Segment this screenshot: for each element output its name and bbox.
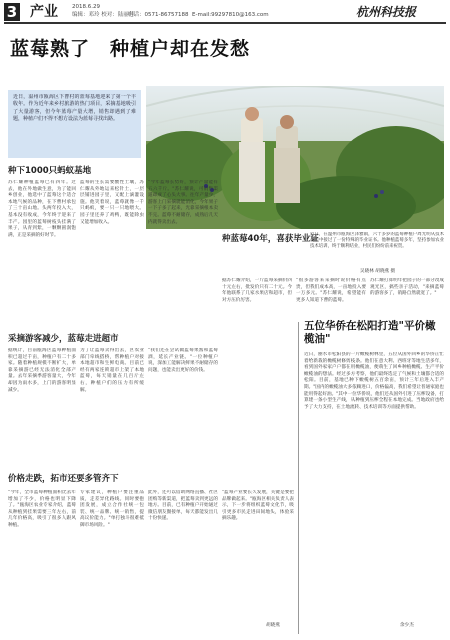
lede-box xyxy=(8,90,141,158)
s3-col3: 此外，还可以借助网络直播、社区团购等新渠道，把蓝莓卖到更远的地方。目前，已有种植户开始通过微信朋友圈接单，每天都能发出几十份快递。 xyxy=(148,490,218,522)
s1-col4: 据苏仁耀介绍，一斤蓝莓采摘价四十元左右，批发价只有二十元。今年他联系了几家水果店和超市，但对方压价厉害。 xyxy=(222,278,292,303)
headline: 蓝莓熟了 种植户却在发愁 xyxy=(10,38,251,60)
s3-credit: 胡晓燕 xyxy=(266,623,280,628)
s1-col6: 苏仁耀打算明年把园子的一部分改成观光区，搞些亲子活动，"来摘蓝莓的游客多了，销路自然就宽了。" xyxy=(370,278,444,297)
section-title-4: 五位华侨在松阳打造"平价橄榄油" xyxy=(304,320,436,345)
s3-col4: "蓝莓产业要长久发展，关键是要把品牌做起来。"瓯海区相关负责人表示，下一步将组织蓝莓文化节，吸引更多市民走进田间地头，体验采摘乐趣。 xyxy=(222,490,294,522)
s2-col2: 为了让蓝莓卖得出去，区农业部门牵线搭桥，帮种植户对接本地超市和生鲜电商。目前已经有两家连锁超市上架了本地蓝莓，每天销量在几百斤左右，种植户们的压力有所缓解。 xyxy=(80,348,144,393)
s1-col2: 蓝莓的生长需要酸性土壤，苏仁耀从外地运来松针土，一层层铺进园子里，又配上滴灌设施。他笑着说，蓝莓就像一千只蚂蚁，要一只一只地喂大。园子里还养了鸡鸭，既能除虫又能增加收入。 xyxy=(80,180,144,225)
s2-col1: 据统计，目前瓯海区蓝莓种植面积已超过千亩，种植户有二十多家。随着种植规模不断扩大，单靠采摘游已经无法消化全部产量。去年采摘季游客量大，今年却因为雨水多，上门的游客明显减少。 xyxy=(8,348,76,393)
section-title-1: 种下1000只蚂蚁基地 xyxy=(8,166,92,176)
s4-body: 近日，丽水市松阳县的一片橄榄树林里，五位从国外回乡的华侨正忙着给新栽的橄榄树修剪枝条。他们在意大利、西班牙等地生活多年，看到国外家家户户都在用橄榄油，便萌生了回乡种植橄榄、生产平价橄榄油的想法。经过多方考察，他们最终选定了气候和土壤都合适的松阳。目前，基地已种下橄榄树五百余亩，预计三年后进入丰产期。"国内的橄榄油大多依赖进口，价格偏高，我们希望让普通家庭也能用得起好油。"其中一位华侨说，他们还从国外引进了压榨设备，打算建一条小型生产线，从种植到压榨全程在本地完成。当地政府也给予了大力支持，在土地流转、技术培训等方面提供帮助。 xyxy=(304,352,444,410)
caption-text: 近日，在温州市瓯海区泽雅镇，六十多岁的蓝莓种植户周光明从技术员手中接过了一份特殊的毕业证书。他种植蓝莓多年，坚持参加农业技术培训，终于顺利结业，村民们纷纷前来祝贺。 xyxy=(310,232,444,250)
s1-col5: "很多游客来采摘时说价格有点贵，但我们成本高，一亩地投入要一万多元。"苏仁耀说，希望能有更多人知道下曹的蓝莓。 xyxy=(296,278,366,303)
page-number: 3 xyxy=(4,3,20,21)
date: 2018.6.29 xyxy=(72,4,100,10)
s3-col1: "今年，全市蓝莓种植面积比去年增加了不少，价格也明显下降了。"瓯海区农业专家介绍，蓝莓从种植到挂果需要三年左右，前几年价格高，吸引了很多人跟风种植。 xyxy=(8,490,76,528)
phone: 电话：0571-86757188 xyxy=(128,12,189,18)
s2-col3: "我们还在尝试做蓝莓果酱和蓝莓酒，延长产业链。"一位种植户说，深加工能解决鲜果不耐储存的问题，也能卖出更好的价钱。 xyxy=(148,348,218,373)
s3-col2: 专家建议，种植户要注重品质，走差异化路线。同时要抱团发展，成立合作社统一包装、统一品牌、统一销售，提高议价能力。"单打独斗很难抵御市场风险。" xyxy=(80,490,144,528)
lede-text: 近日，温州市瓯海区下曹村的蓝莓基地迎来了第一个丰收年。作为近年来乡村旅游的热门项目，采摘基地吸引了大量游客，但今年蓝莓产量大增，销售却遇到了难题，种植户们不得不想方设法为蓝莓寻找出路。 xyxy=(13,94,136,122)
caption-title: 种蓝莓40年，喜获毕业证 xyxy=(222,234,319,244)
section-name: 产业 xyxy=(30,4,58,20)
s4-credit: 余少杰 xyxy=(400,623,414,628)
brand-logo: 杭州科技报 xyxy=(356,5,417,19)
masthead-rule xyxy=(4,22,446,24)
email: E-mail:99297810@163.com xyxy=(192,12,269,18)
s1-col3: "今年蓝莓长势好，预计产量能有五六千斤。"苏仁耀说，可销售渠道却成了心头大事。往年产量少，游客上门采摘就能消化，今年果子一下子多了起来，光靠采摘根本卖不完。蓝莓不耐储存，成熟后几天内就得卖出去。 xyxy=(148,180,218,225)
column-divider xyxy=(298,322,299,634)
s1-col1: 苏仁耀种植蓝莓已有四年。过去，他在外地做生意，为了能回乡创业，他选中了蓝莓这个适合本地气候的品种，在下曹村承包了三十亩山地。头两年投入大，基本没有收成，今年终于迎来了丰产。园里的蓝莓树枝头挂满了果子，从青到紫，一颗颗圆润饱满，正是采摘的好时节。 xyxy=(8,180,76,238)
editors: 编辑：邓玲 校对：陆丽萍 xyxy=(72,12,135,18)
masthead xyxy=(0,0,450,24)
section-title-2: 采摘游客减少，蓝莓走进超市 xyxy=(8,334,119,344)
section-title-3: 价格走跌，拓市还要多管齐下 xyxy=(8,474,119,484)
caption-credit: 吴晓林 胡晓燕 摄 xyxy=(360,269,396,274)
